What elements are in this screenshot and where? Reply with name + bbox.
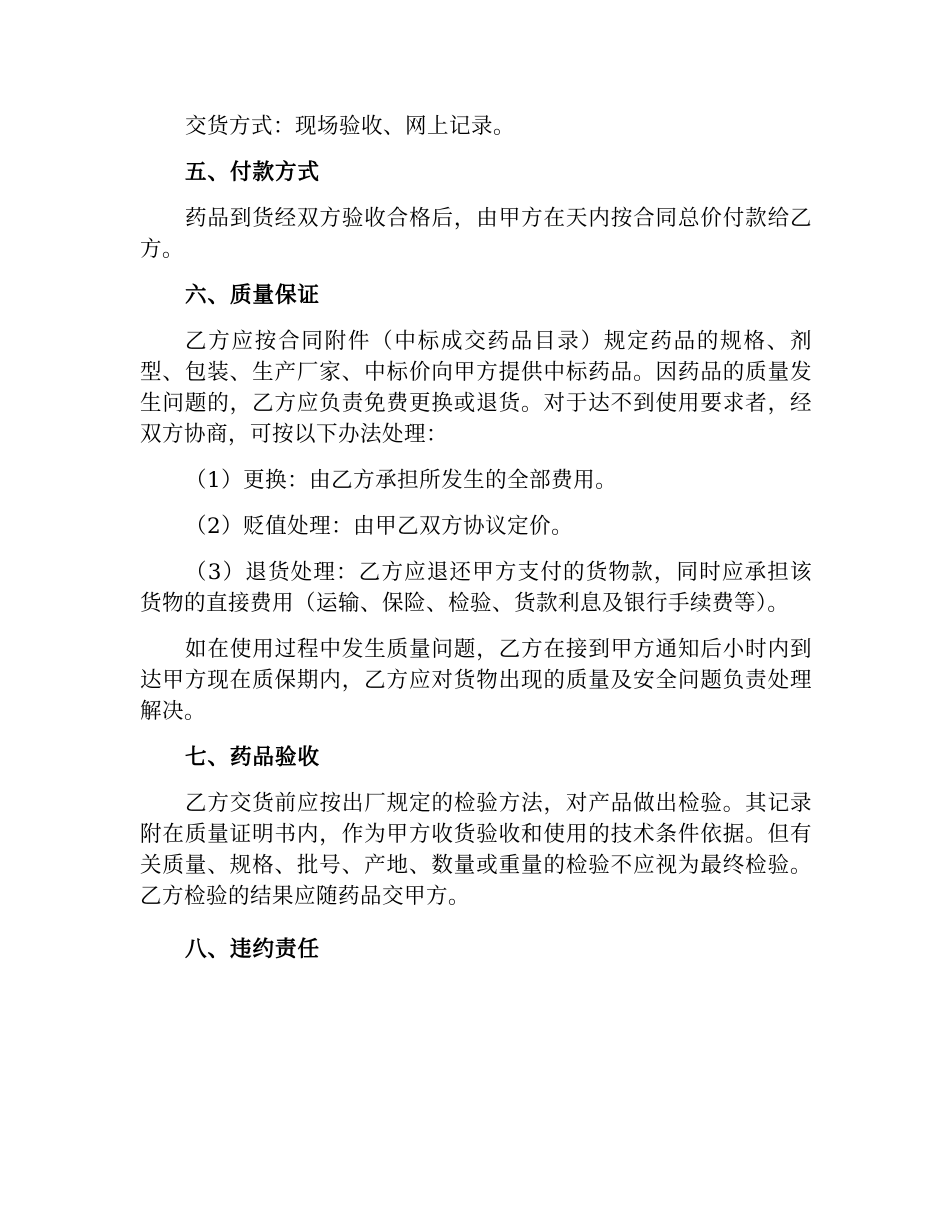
section-heading-quality: 六、质量保证 [185, 283, 321, 308]
payment-paragraph: 药品到货经双方验收合格后，由甲方在天内按合同总价付款给乙方。 [140, 206, 812, 262]
document-body [140, 111, 812, 980]
quality-paragraph: 乙方应按合同附件（中标成交药品目录）规定药品的规格、剂型、包装、生产厂家、中标价向甲方提供中标药品。因药品的质量发生问题的，乙方应负责免费更换或退货。对于达不到使用要求者，经双方协商，可按以下办法处理： [140, 329, 812, 447]
inspection-paragraph: 乙方交货前应按出厂规定的检验方法，对产品做出检验。其记录附在质量证明书内，作为甲方收货验收和使用的技术条件依据。但有关质量、规格、批号、产地、数量或重量的检验不应视为最终检验。乙方检验的结果应随药品交甲方。 [140, 791, 812, 909]
delivery-method-paragraph: 交货方式：现场验收、网上记录。 [185, 114, 516, 139]
section-heading-liability: 八、违约责任 [185, 937, 321, 962]
quality-issue-paragraph: 如在使用过程中发生质量问题，乙方在接到甲方通知后小时内到达甲方现在质保期内，乙方应对货物出现的质量及安全问题负责处理解决。 [140, 637, 812, 724]
quality-item-depreciation: （2）贬值处理：由甲乙双方协议定价。 [185, 514, 574, 539]
section-heading-inspection: 七、药品验收 [185, 745, 321, 770]
section-heading-payment: 五、付款方式 [185, 160, 321, 185]
quality-item-replace: （1）更换：由乙方承担所发生的全部费用。 [185, 468, 618, 493]
quality-item-return: （3）退货处理：乙方应退还甲方支付的货物款，同时应承担该货物的直接费用（运输、保险、检验、货款利息及银行手续费等）。 [140, 560, 812, 616]
